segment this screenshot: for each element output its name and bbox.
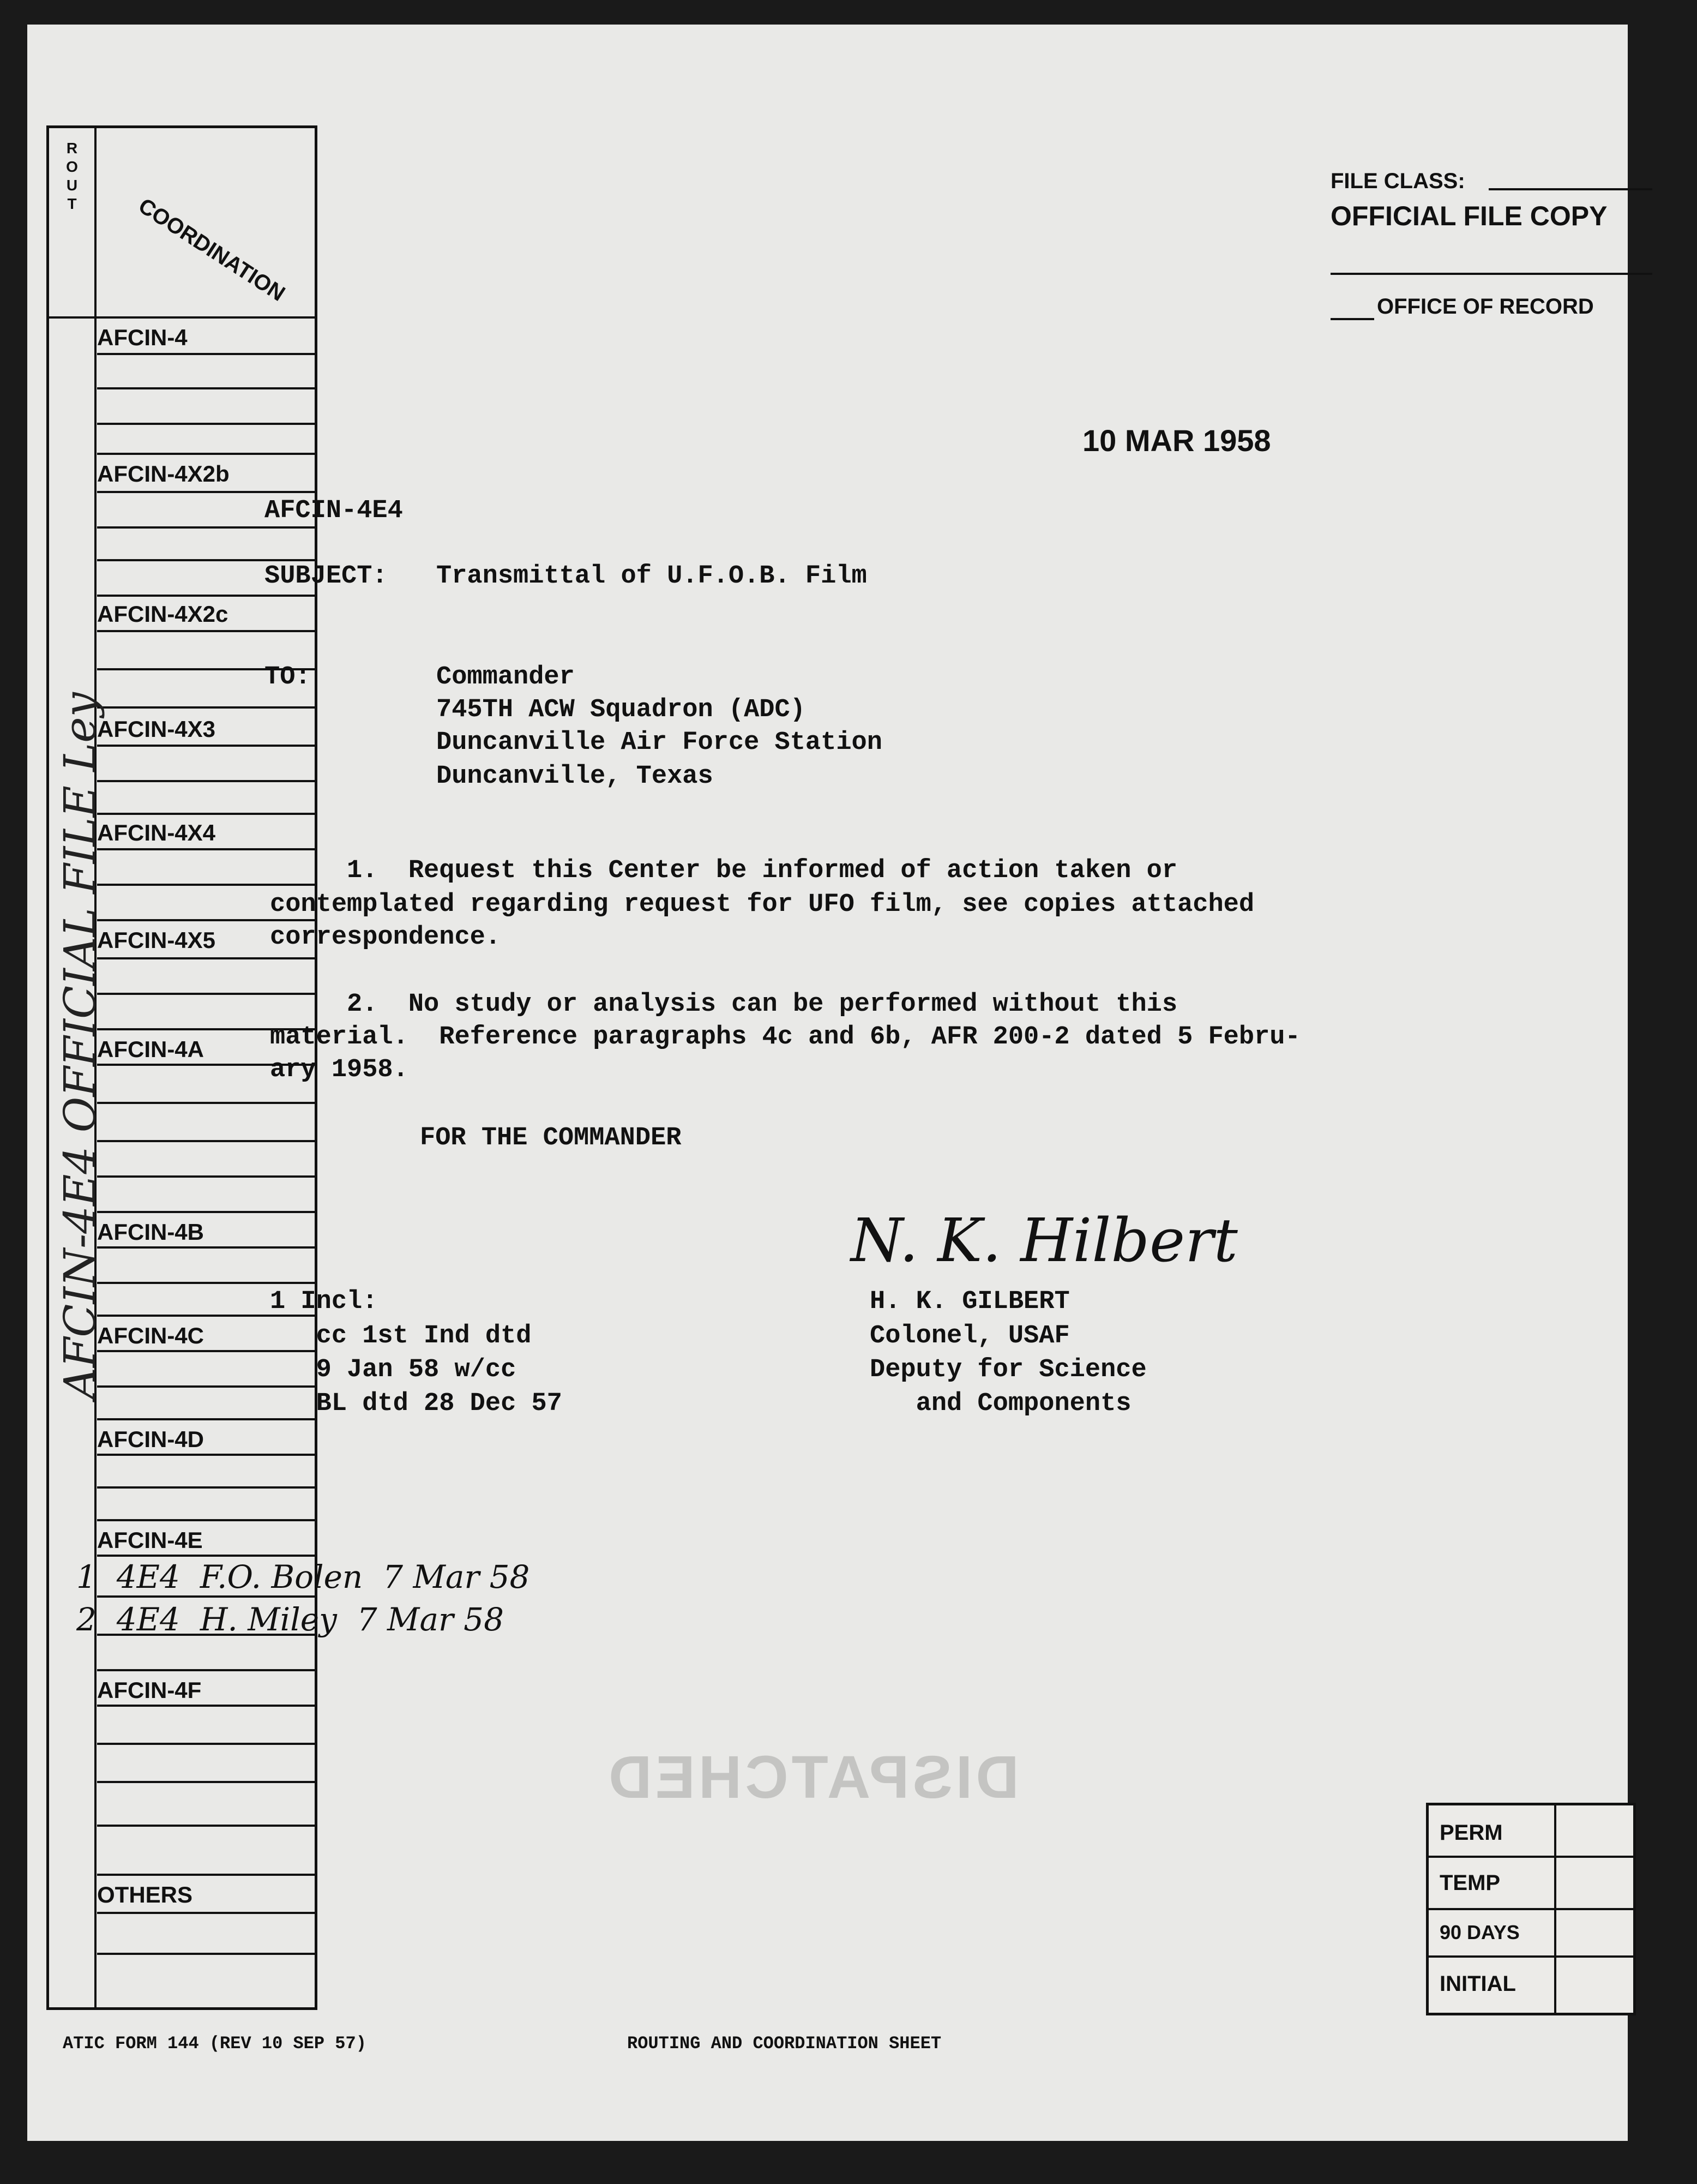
office-label: AFCIN-4X3 — [97, 716, 216, 742]
office-label: AFCIN-4A — [97, 1036, 204, 1062]
office-label: OTHERS — [97, 1882, 193, 1907]
enclosure-line: BL dtd 28 Dec 57 — [270, 1389, 562, 1418]
signer-line: Colonel, USAF — [870, 1322, 1070, 1351]
enclosure-line: 1 Incl: — [270, 1287, 378, 1316]
paragraph-1-line: 1. Request this Center be informed of action taken or — [270, 856, 1178, 885]
to-line: Duncanville, Texas — [436, 762, 713, 791]
routing-entry: 1 4E4 F.O. Bolen 7 Mar 58 — [76, 1558, 530, 1595]
office-label: AFCIN-4F — [97, 1677, 202, 1703]
office-label: AFCIN-4C — [97, 1323, 204, 1348]
subject-text: Transmittal of U.F.O.B. Film — [436, 562, 867, 591]
office-label: AFCIN-4X5 — [97, 927, 216, 953]
paragraph-2-line: ary 1958. — [270, 1055, 408, 1084]
subject-label: SUBJECT: — [264, 562, 388, 591]
office-label: AFCIN-4D — [97, 1426, 204, 1452]
office-label: AFCIN-4B — [97, 1219, 204, 1245]
signer-line: and Components — [870, 1389, 1132, 1418]
signer-line: H. K. GILBERT — [870, 1287, 1070, 1316]
retention-perm: PERM — [1440, 1821, 1503, 1845]
to-line: 745TH ACW Squadron (ADC) — [436, 695, 805, 724]
routing-entry: 2 4E4 H. Miley 7 Mar 58 — [76, 1601, 504, 1638]
office-label: AFCIN-4X4 — [97, 820, 216, 845]
coordination-header: COORDINATION — [134, 194, 290, 306]
signer-line: Deputy for Science — [870, 1355, 1147, 1384]
paragraph-2-line: 2. No study or analysis can be performed without this — [270, 990, 1178, 1019]
retention-90-days: 90 DAYS — [1440, 1921, 1520, 1943]
from-office: AFCIN-4E4 — [264, 496, 403, 525]
to-line: Duncanville Air Force Station — [436, 728, 882, 757]
form-id: ATIC FORM 144 (REV 10 SEP 57) — [63, 2033, 366, 2054]
office-label: AFCIN-4 — [97, 325, 188, 350]
enclosure-line: cc 1st Ind dtd — [270, 1322, 532, 1351]
retention-box — [1426, 1803, 1636, 2015]
paragraph-1-line: contemplated regarding request for UFO film, see copies attached — [270, 890, 1255, 919]
to-label: TO: — [264, 663, 311, 692]
route-header: R O U T — [66, 140, 78, 212]
retention-temp: TEMP — [1440, 1871, 1501, 1895]
office-label: AFCIN-4E — [97, 1527, 203, 1553]
signature: N. K. Hilbert — [851, 1205, 1238, 1275]
dispatched-stamp: DISPATCHED — [605, 1744, 1019, 1811]
form-title: ROUTING AND COORDINATION SHEET — [627, 2033, 942, 2054]
file-class-value: OFFICIAL FILE COPY — [1331, 201, 1608, 231]
office-of-record: OFFICE OF RECORD — [1377, 295, 1594, 319]
file-class-label: FILE CLASS: — [1331, 169, 1465, 193]
vertical-file-note: AFCIN-4E4 OFFICIAL FILE Ley — [55, 692, 105, 1399]
paragraph-1-line: correspondence. — [270, 923, 501, 952]
office-label: AFCIN-4X2b — [97, 461, 230, 487]
enclosure-line: 9 Jan 58 w/cc — [270, 1355, 516, 1384]
retention-initial: INITIAL — [1440, 1972, 1516, 1996]
document-page — [27, 25, 1628, 2141]
closing: FOR THE COMMANDER — [420, 1124, 682, 1153]
office-label: AFCIN-4X2c — [97, 601, 228, 627]
to-line: Commander — [436, 663, 575, 692]
paragraph-2-line: material. Reference paragraphs 4c and 6b, AFR 200-2 dated 5 Febru- — [270, 1023, 1301, 1052]
letter-date: 10 MAR 1958 — [1082, 423, 1271, 458]
